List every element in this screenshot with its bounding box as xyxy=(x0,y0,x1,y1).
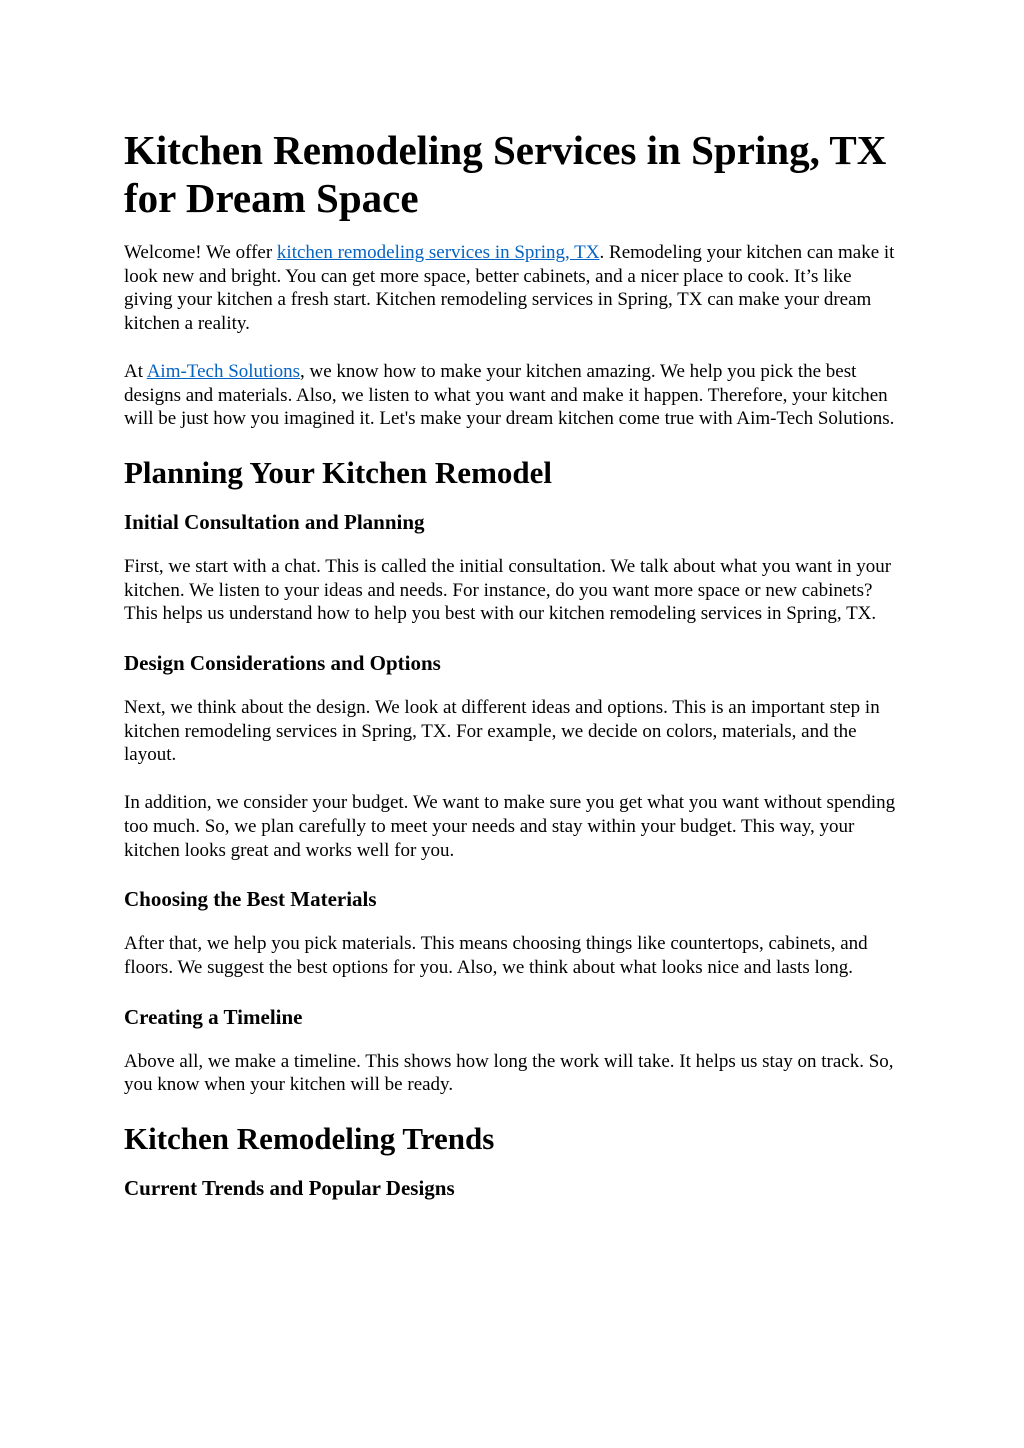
budget-paragraph: In addition, we consider your budget. We want to make sure you get what you want without spending too much. So, we plan carefully to meet your needs and stay within your budget. This way, your kitchen looks great and works well for you. xyxy=(124,792,896,861)
consultation-paragraph: First, we start with a chat. This is called the initial consultation. We talk about what you want in your kitchen. We listen to your ideas and needs. For instance, do you want more space or new cabinets? This helps us understand how to help you best with our kitchen remodeling services in Spring, TX. xyxy=(124,555,892,625)
materials-paragraph: After that, we help you pick materials. This means choosing things like countertops, cabinets, and floors. We suggest the best options for you. Also, we think about what looks nice and lasts long. xyxy=(124,933,868,978)
intro-paragraph xyxy=(124,241,904,336)
design-paragraph: Next, we think about the design. We look at different ideas and options. This is an important step in kitchen remodeling services in Spring, TX. For example, we decide on colors, materials, and the layout. xyxy=(124,697,880,766)
timeline-paragraph: Above all, we make a timeline. This shows how long the work will take. It helps us stay on track. So, you know when your kitchen will be ready. xyxy=(124,1050,894,1096)
planning-heading: Planning Your Kitchen Remodel xyxy=(124,454,553,490)
consultation-heading: Initial Consultation and Planning xyxy=(124,509,425,534)
intro-text-start: Welcome! We offer xyxy=(124,242,277,263)
trends-heading: Kitchen Remodeling Trends xyxy=(124,1121,495,1157)
about-paragraph xyxy=(124,360,904,431)
about-text-end: , we know how to make your kitchen amazing. We help you pick the best designs and materials. Also, we listen to what you want and make it happen. Therefore, your kitchen will be just how you imagined it. Let's make your dream kitchen come true with Aim-Tech Solutions. xyxy=(124,360,895,430)
kitchen-remodeling-link[interactable]: kitchen remodeling services in Spring, TX xyxy=(276,242,600,263)
about-text-start: At xyxy=(124,360,147,382)
intro-text-end: . Remodeling your kitchen can make it look new and bright. You can get more space, better cabinets, and a nicer place to cook. It’s like giving your kitchen a fresh start. Kitchen remodeling services in Spring, TX can make your dream kitchen a reality. xyxy=(124,242,895,335)
page-title: Kitchen Remodeling Services in Spring, TX for Dream Space xyxy=(124,127,887,221)
timeline-heading: Creating a Timeline xyxy=(124,1004,303,1029)
materials-heading: Choosing the Best Materials xyxy=(124,887,377,912)
current-trends-heading: Current Trends and Popular Designs xyxy=(124,1176,455,1201)
aim-tech-link[interactable]: Aim-Tech Solutions xyxy=(146,360,301,382)
document-page xyxy=(124,126,904,1221)
design-heading: Design Considerations and Options xyxy=(124,651,441,676)
